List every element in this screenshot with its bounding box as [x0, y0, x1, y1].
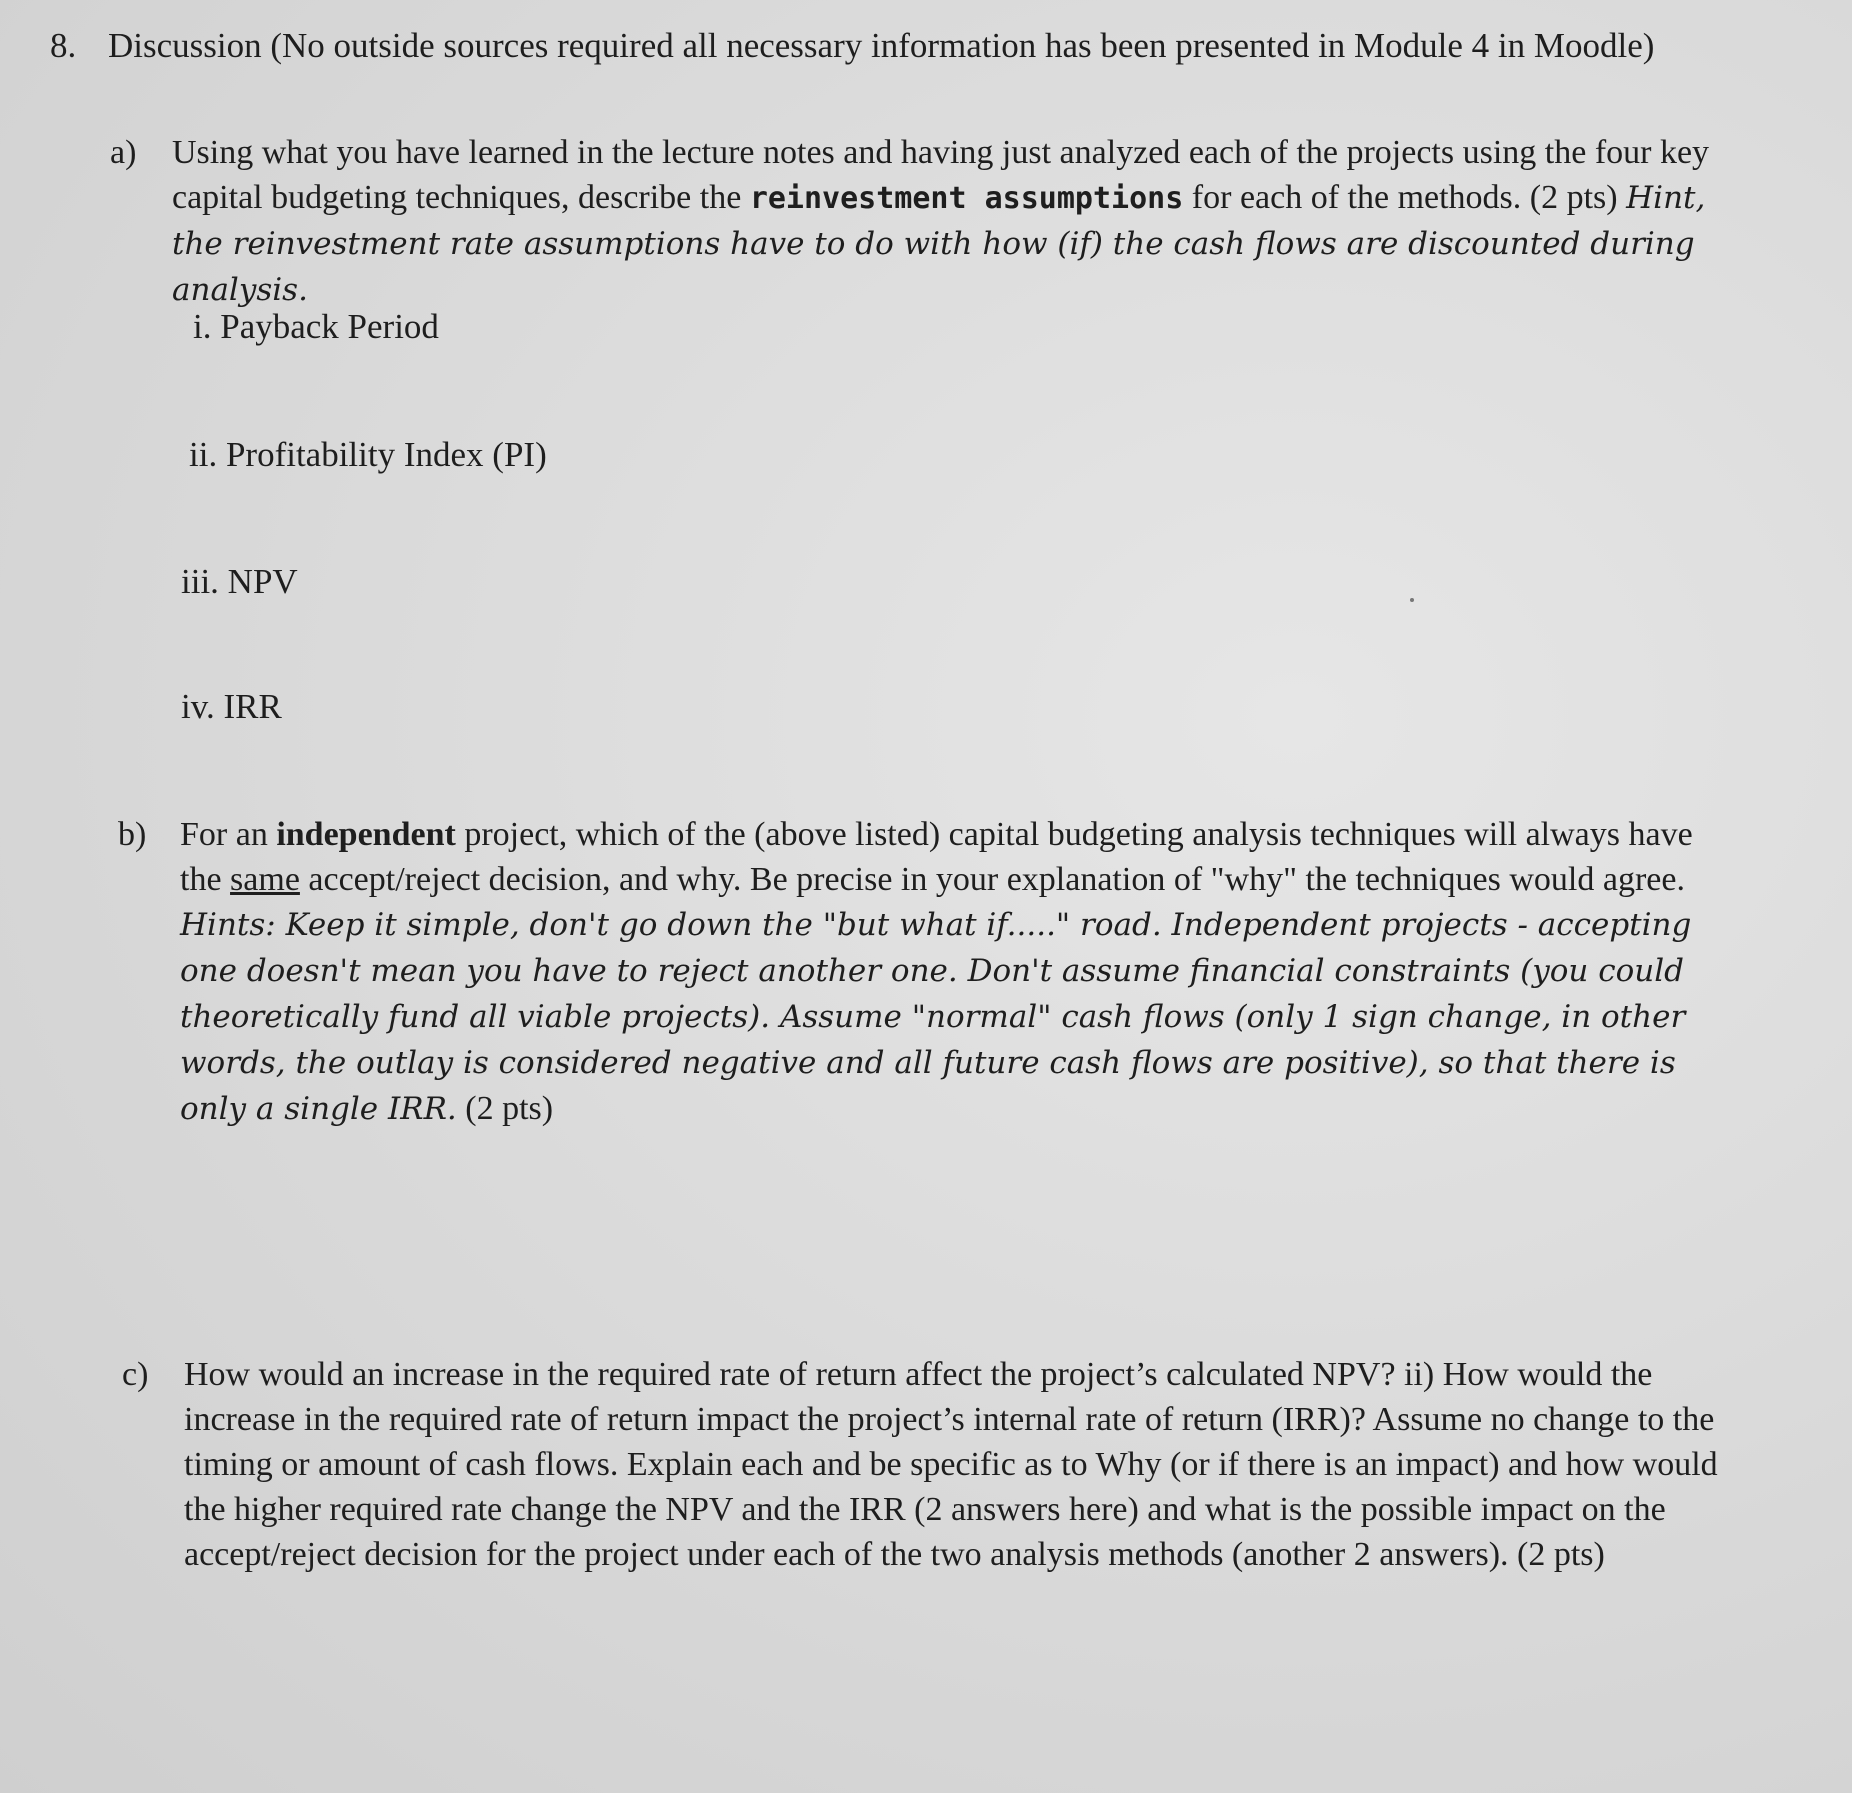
part-a-text [172, 130, 1732, 313]
part-a-text-1: Using what you have learned in the lecture notes and having just analyzed each of the projects using the four key capital budgeting techniques, describe the [172, 134, 1710, 216]
part-a-letter: a) [110, 134, 137, 171]
part-b-hint: Hints: Keep it simple, don't go down the "but what if....." road. Independent projects - accepting one doesn't mean you have to reject another one. Don't assume financial constraints (you could theoretically fund all viable projects). Assume "normal" cash flows (only 1 sign change, in other words, the outlay is considered negative and all future cash flows are positive), so that there is only a single IRR. [180, 907, 1692, 1127]
part-b-text [180, 812, 1740, 1132]
part-b-text-3: accept/reject decision, and why. Be precise in your explanation of "why" the techniques would agree. [299, 861, 1685, 898]
part-b-underline: same [230, 861, 300, 898]
question-number: 8. [50, 26, 77, 65]
part-b-points: (2 pts) [456, 1090, 554, 1127]
part-c-letter: c) [122, 1356, 149, 1393]
stray-mark [1410, 598, 1414, 602]
item-npv: iii. NPV [181, 562, 298, 601]
part-a-hint: Hint, the reinvestment rate assumptions have to do with how (if) the cash flows are discounted during analysis. [172, 180, 1706, 308]
item-profitability-index: ii. Profitability Index (PI) [189, 435, 547, 474]
part-b-text-1: For an [180, 816, 277, 853]
part-b-letter: b) [118, 816, 147, 853]
part-a-bold: reinvestment assumptions [749, 181, 1184, 216]
item-irr: iv. IRR [181, 687, 282, 726]
part-a-text-2: for each of the methods. (2 pts) [1183, 179, 1627, 216]
item-payback-period: i. Payback Period [193, 307, 439, 346]
part-b-bold: independent [276, 816, 456, 853]
part-b-text-2: project, which of the (above listed) capital budgeting analysis techniques will always have the [180, 816, 1693, 898]
part-c-text: How would an increase in the required rate of return affect the project’s calculated NPV? ii) How would the increase in the required rate of return impact the project’s internal rate of return (IRR)? Assume no change to the timing or amount of cash flows. Explain each and be specific as to Why (or if there is an impact) and how would the higher required rate change the NPV and the IRR (2 answers here) and what is the possible impact on the accept/reject decision for the project under each of the two analysis methods (another 2 answers). (2 pts) [184, 1356, 1718, 1573]
question-title: Discussion (No outside sources required all necessary information has been presented in Module 4 in Moodle) [108, 26, 1655, 65]
